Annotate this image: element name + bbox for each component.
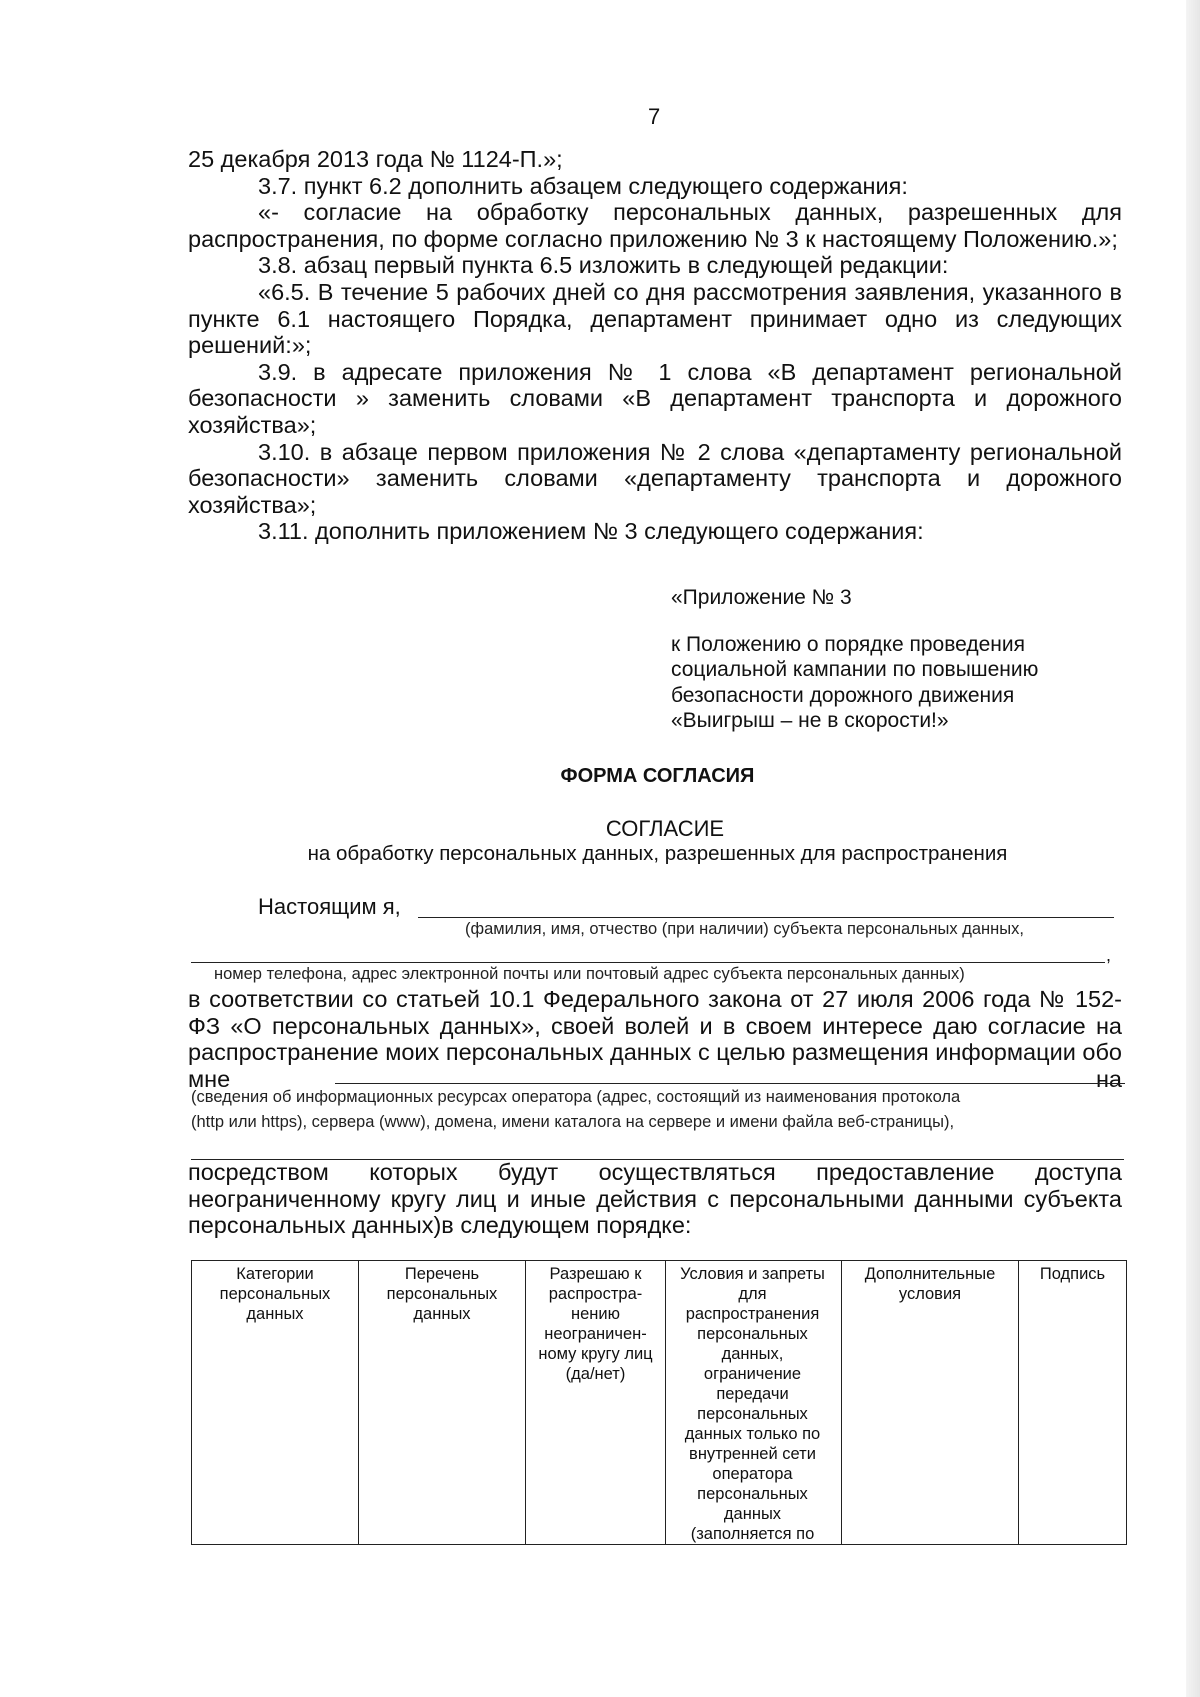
hereby-label: Настоящим я, <box>258 894 401 919</box>
paragraph-date-reference: 25 декабря 2013 года № 1124-П.»; <box>188 146 563 172</box>
contacts-comma: , <box>1106 945 1112 965</box>
consent-paragraph-1: в соответствии со статьей 10.1 Федерального закона от 27 июля 2006 года № 152-ФЗ «О персональных данных», своей волей и в своем интересе даю согласие на распространение моих персональных данных с целью размещения информации обо мне на <box>188 986 1122 1092</box>
consent-title: СОГЛАСИЕ <box>605 816 725 841</box>
paragraph-3-9: 3.9. в адресате приложения № 1 слова «В департамент региональной безопасности » заменить словами «В департамент транспорта и дорожного хозяйства»; <box>188 358 1122 438</box>
paragraph-3-7: 3.7. пункт 6.2 дополнить абзацем следующего содержания: <box>258 172 908 199</box>
paragraph-3-8: 3.8. абзац первый пункта 6.5 изложить в следующей редакции: <box>258 252 949 279</box>
paragraph-3-7-quote: «- согласие на обработку персональных данных, разрешенных для распространения, по форме согласно приложению № 3 к настоящему Положению.»; <box>188 199 1122 252</box>
amendment-text <box>188 146 1122 545</box>
annex-title: «Приложение № 3 <box>671 586 852 609</box>
page-number: 7 <box>648 104 661 129</box>
header-cell-permission: Разрешаю к распростра-нению неограничен-ному кругу лиц (да/нет) <box>526 1261 666 1545</box>
header-cell-additional-conditions: Дополнительные условия <box>842 1261 1019 1545</box>
consent-subtitle: на обработку персональных данных, разрешенных для распространения <box>307 842 1008 865</box>
annex-line: «Выигрыш – не в скорости!» <box>671 709 949 732</box>
paragraph-3-10: 3.10. в абзаце первом приложения № 2 слова «департаменту региональной безопасности» заменить словами «департаменту транспорта и дорожного хозяйства»; <box>188 438 1122 518</box>
consent-text-1 <box>188 986 1122 1092</box>
annex-line: безопасности дорожного движения <box>671 683 1015 707</box>
annex-line: социальной кампании по повышению <box>671 658 1039 681</box>
paragraph-3-11: 3.11. дополнить приложением № 3 следующего содержания: <box>258 518 924 545</box>
table-row <box>192 1261 1127 1545</box>
paragraph-3-8-quote: «6.5. В течение 5 рабочих дней со дня рассмотрения заявления, указанного в пункте 6.1 настоящего Порядка, департамент принимает одно из следующих решений:»; <box>188 278 1122 359</box>
personal-data-categories-table <box>191 1260 1127 1545</box>
info-resource-caption-line-1: (сведения об информационных ресурсах оператора (адрес, состоящий из наименования протокола <box>191 1088 961 1106</box>
annex-header <box>671 585 1091 734</box>
info-resource-caption-line-2: (http или https), сервера (www), домена, имени каталога на сервере и имени файла веб-страницы), <box>191 1113 955 1131</box>
annex-line: к Положению о порядке проведения <box>671 632 1025 656</box>
consent-text-2 <box>188 1159 1122 1239</box>
form-title: ФОРМА СОГЛАСИЯ <box>560 765 755 787</box>
header-cell-signature: Подпись <box>1019 1261 1127 1545</box>
header-cell-categories: Категории персональных данных <box>192 1261 359 1545</box>
subject-contacts-caption: номер телефона, адрес электронной почты или почтовый адрес субъекта персональных данных) <box>214 965 965 983</box>
subject-name-caption: (фамилия, имя, отчество (при наличии) субъекта персональных данных, <box>465 920 1024 938</box>
info-resource-blank-line <box>335 1083 1125 1084</box>
header-cell-conditions: Условия и запреты для распространения персональных данных, ограничение передачи персональных данных только по внутренней сети оператора персональных данных (заполняется по <box>666 1261 842 1545</box>
header-cell-list: Перечень персональных данных <box>359 1261 526 1545</box>
consent-paragraph-2: посредством которых будут осуществляться предоставление доступа неограниченному кругу лиц и иные действия с персональными данными субъекта персональных данных)в следующем порядке: <box>188 1159 1122 1239</box>
